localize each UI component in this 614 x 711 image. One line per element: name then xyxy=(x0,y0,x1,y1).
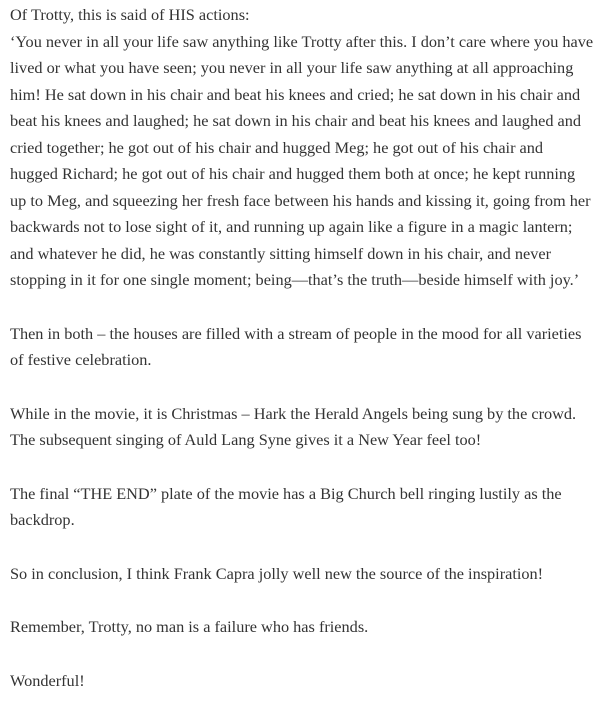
paragraph xyxy=(10,481,614,534)
text-line: hugged Richard; he got out of his chair and hugged them both at once; he kept running xyxy=(10,164,576,183)
text-line: him! He sat down in his chair and beat his knees and cried; he sat down in his chair and xyxy=(10,84,581,104)
paragraph xyxy=(10,321,614,374)
text-line: Of Trotty, this is said of HIS actions: xyxy=(10,5,250,24)
text-line: So in conclusion, I think Frank Capra jolly well new the source of the inspiration! xyxy=(10,563,544,583)
text-line: Wonderful! xyxy=(10,670,85,690)
paragraph xyxy=(10,2,614,294)
paragraph xyxy=(10,614,614,641)
text-line: Then in both – the houses are filled with a stream of people in the mood for all varieties xyxy=(10,323,582,343)
text-line: up to Meg, and squeezing her fresh face between his hands and kissing it, going from her xyxy=(10,190,591,210)
text-line: The final “THE END” plate of the movie has a Big Church bell ringing lustily as the xyxy=(10,483,562,503)
text-line: backdrop. xyxy=(10,510,75,529)
text-line: While in the movie, it is Christmas – Hark the Herald Angels being sung by the crowd. xyxy=(10,403,577,423)
text-line: of festive celebration. xyxy=(10,350,152,369)
text-line: beat his knees and laughed; he sat down in his chair and beat his knees and laughed and xyxy=(10,111,582,130)
text-line: The subsequent singing of Auld Lang Syne gives it a New Year feel too! xyxy=(10,430,482,449)
paragraph xyxy=(10,668,614,695)
text-line: cried together; he got out of his chair and hugged Meg; he got out of his chair and xyxy=(10,137,544,157)
paragraph xyxy=(10,561,614,588)
text-line: backwards not to lose sight of it, and running up again like a figure in a magic lantern; xyxy=(10,217,573,236)
text-line: stopping in it for one single moment; being—that’s the truth—beside himself with joy.’ xyxy=(10,270,580,289)
text-line: Remember, Trotty, no man is a failure who has friends. xyxy=(10,617,369,636)
paragraph xyxy=(10,401,614,454)
text-line: lived or what you have seen; you never in all your life saw anything at all approaching xyxy=(10,58,574,77)
text-line: and whatever he did, he was constantly sitting himself down in his chair, and never xyxy=(10,243,552,263)
text-line: ‘You never in all your life saw anything like Trotty after this. I don’t care where you have xyxy=(10,31,594,51)
